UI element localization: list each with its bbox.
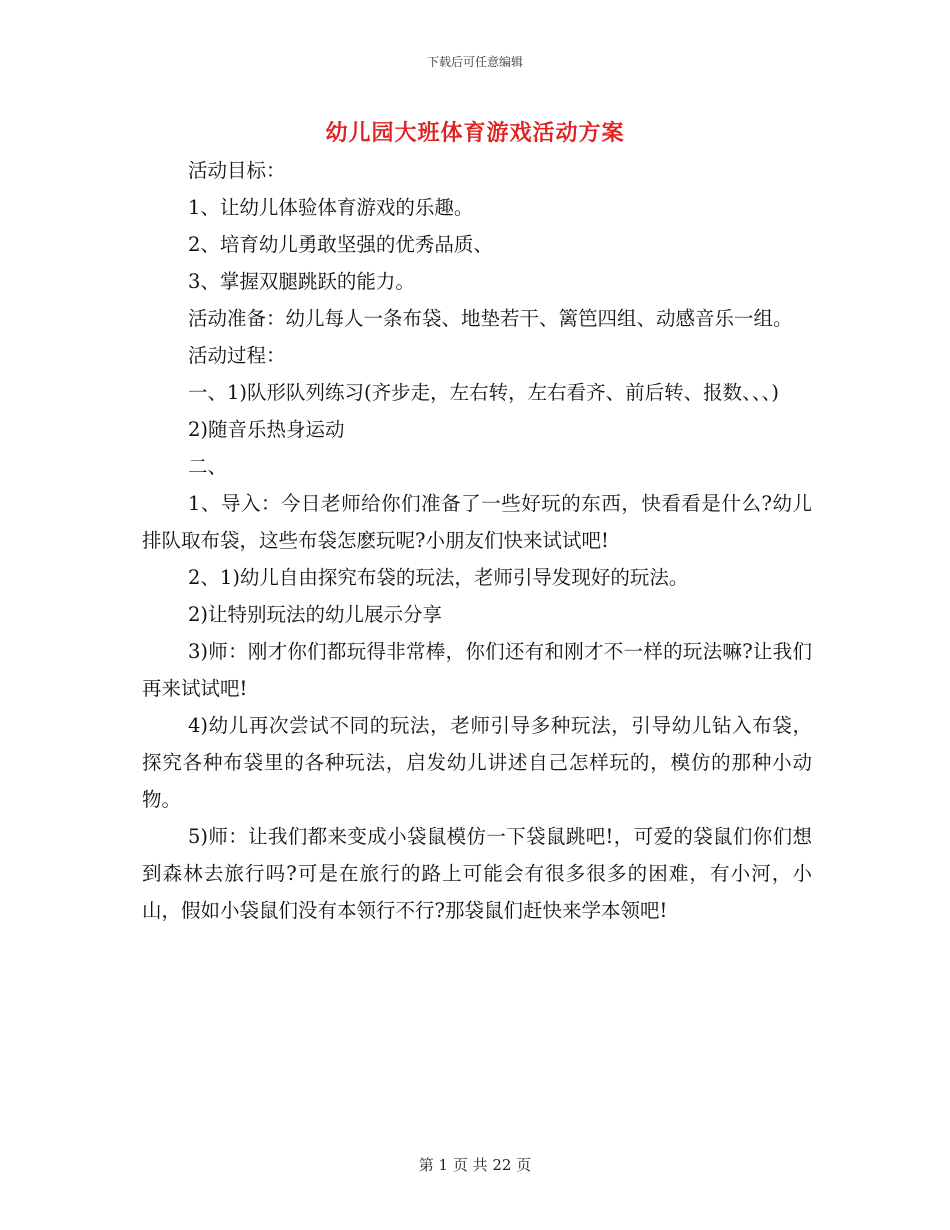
document-body — [142, 152, 812, 929]
paragraph: 2、1)幼儿自由探究布袋的玩法，老师引导发现好的玩法。 — [188, 566, 689, 589]
paragraph: 3)师：刚才你们都玩得非常棒，你们还有和刚才不一样的玩法嘛?让我们再来试试吧! — [142, 640, 812, 700]
paragraph: 2)随音乐热身运动 — [188, 418, 345, 441]
paragraph: 活动准备：幼儿每人一条布袋、地垫若干、篱笆四组、动感音乐一组。 — [188, 307, 793, 330]
paragraph: 2)让特别玩法的幼儿展示分享 — [188, 603, 443, 626]
page-header-note: 下载后可任意编辑 — [426, 55, 523, 69]
paragraph: 2、培育幼儿勇敢坚强的优秀品质、 — [188, 233, 493, 256]
paragraph: 5)师：让我们都来变成小袋鼠模仿一下袋鼠跳吧!，可爱的袋鼠们你们想到森林去旅行吗?可是在旅行的路上可能会有很多很多的困难，有小河，小山，假如小袋鼠们没有本领行不行?那袋鼠们赶快来学本领吧! — [142, 825, 812, 922]
paragraph: 3、掌握双腿跳跃的能力。 — [188, 270, 415, 293]
paragraph: 活动目标： — [188, 159, 286, 182]
page-footer-number: 第 1 页 共 22 页 — [418, 1156, 532, 1174]
paragraph: 二、 — [188, 455, 228, 478]
paragraph: 活动过程： — [188, 344, 286, 367]
document-title: 幼儿园大班体育游戏活动方案 — [325, 120, 625, 146]
paragraph: 4)幼儿再次尝试不同的玩法，老师引导多种玩法，引导幼儿钻入布袋，探究各种布袋里的各种玩法，启发幼儿讲述自己怎样玩的，模仿的那种小动物。 — [142, 714, 812, 811]
paragraph: 一、1)队形队列练习(齐步走，左右转，左右看齐、前后转、报数、、、) — [188, 381, 779, 404]
paragraph: 1、导入：今日老师给你们准备了一些好玩的东西，快看看是什么?幼儿排队取布袋，这些布袋怎麽玩呢?小朋友们快来试试吧! — [142, 492, 812, 552]
paragraph: 1、让幼儿体验体育游戏的乐趣。 — [188, 196, 474, 219]
